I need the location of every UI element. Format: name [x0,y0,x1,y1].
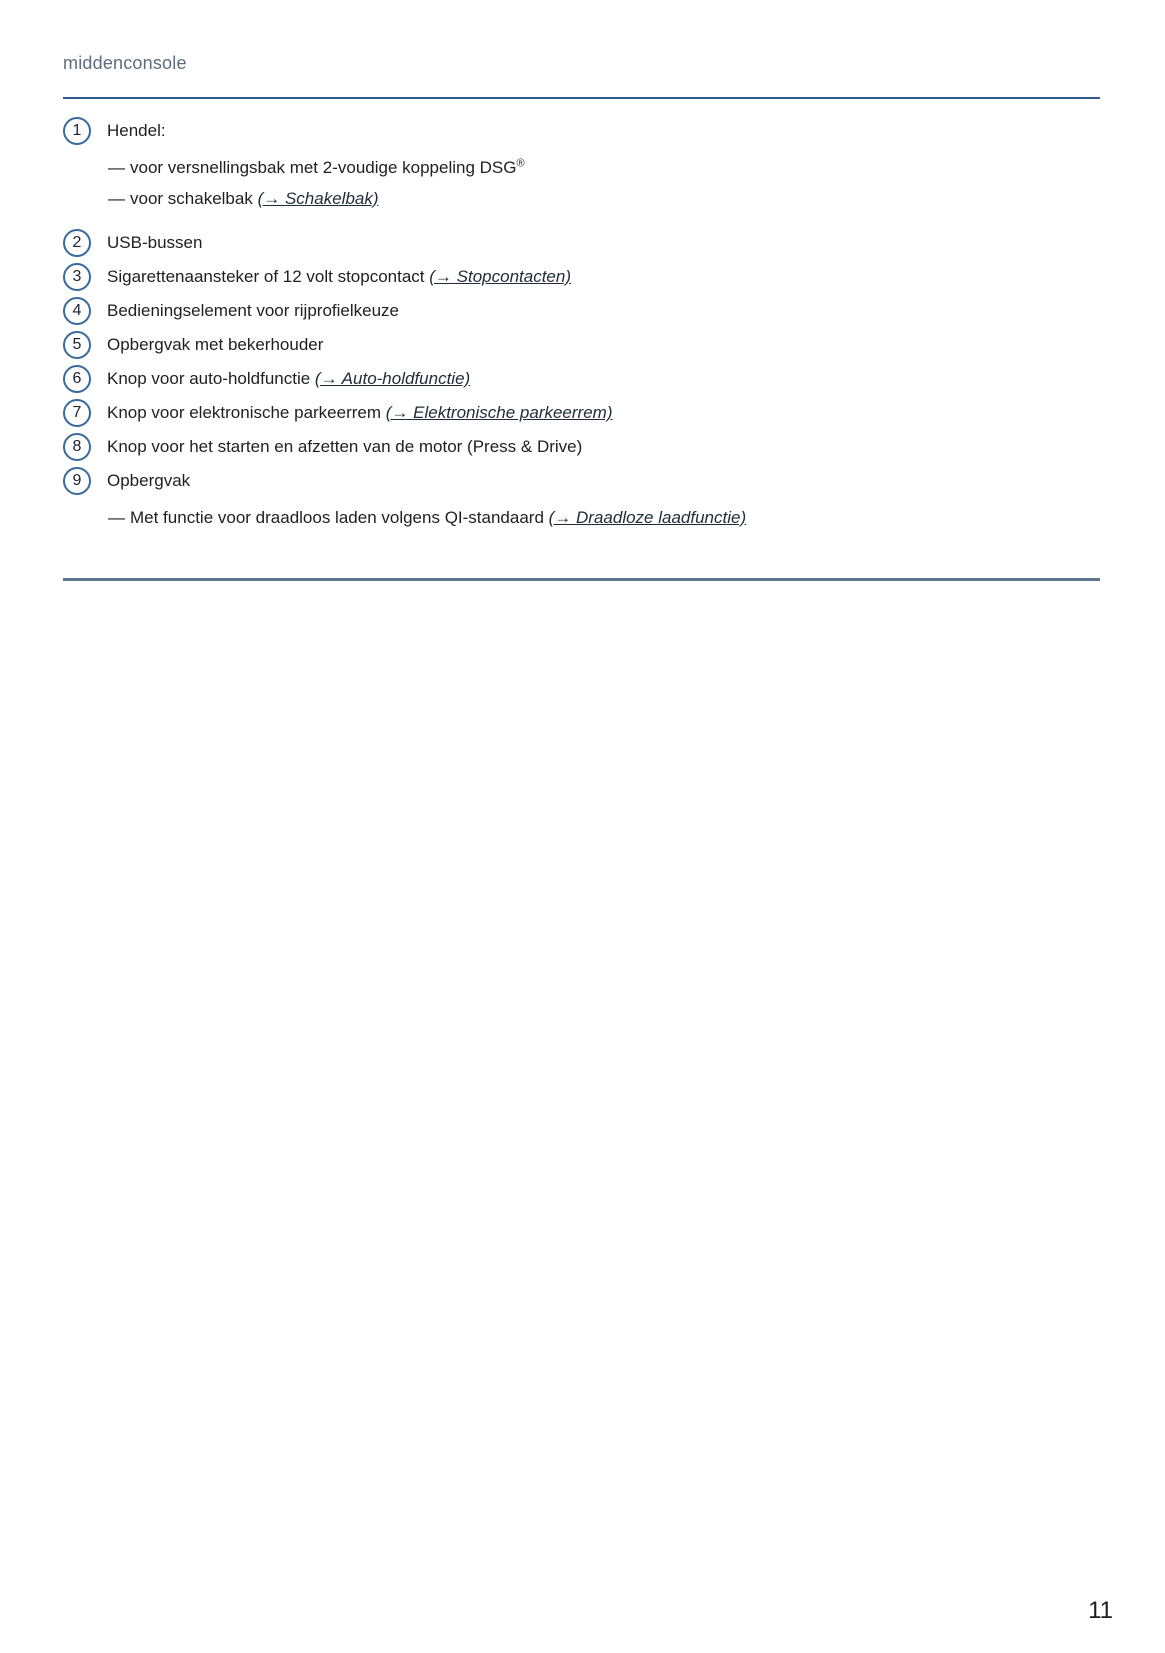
item-text [107,267,571,287]
item-number-badge: 6 [63,365,91,393]
item-text-segment: Opbergvak [107,471,191,490]
item-number-badge: 5 [63,331,91,359]
top-divider [63,97,1100,99]
item-number-badge: 4 [63,297,91,325]
legend-subitem [63,183,1105,214]
item-text-segment: Sigarettenaansteker of 12 volt stopcontact [107,267,430,286]
item-text-segment: Met functie voor draadloos laden volgens QI-standaard [130,507,549,527]
legend-item [63,396,1105,430]
item-text [107,233,202,253]
item-number-badge: 3 [63,263,91,291]
item-number-badge: 8 [63,433,91,461]
item-text-segment: voor versnellingsbak met 2-voudige koppeling DSG [130,157,517,177]
dash-bullet: — [108,507,125,527]
item-text-segment: Opbergvak met bekerhouder [107,335,324,354]
dash-bullet: — [108,157,125,177]
bottom-divider [63,578,1100,581]
legend-subitem [63,152,1105,183]
item-text [107,403,613,423]
registered-trademark-symbol: ® [516,156,525,169]
legend-item [63,328,1105,362]
item-text [107,471,190,491]
item-text [107,335,323,355]
item-number-badge: 2 [63,229,91,257]
item-text [107,301,399,321]
subitem-text [130,189,379,209]
cross-reference-link[interactable]: (→ Auto-holdfunctie) [314,369,471,388]
item-text-segment: voor schakelbak [130,188,258,208]
cross-reference-link[interactable]: (→ Schakelbak) [257,188,379,208]
item-text-segment: USB-bussen [107,233,203,252]
legend-item [63,464,1105,498]
item-text [107,121,166,141]
legend-item [63,114,1105,148]
legend-list [63,114,1105,533]
cross-reference-link[interactable]: (→ Draadloze laadfunctie) [548,507,747,527]
subitem-text [130,508,746,528]
legend-item [63,362,1105,396]
subitem-text [130,158,525,178]
item-number-badge: 1 [63,117,91,145]
item-text-segment: Hendel: [107,121,166,140]
legend-item [63,294,1105,328]
item-text [107,437,582,457]
section-header: middenconsole [63,53,187,73]
item-text-segment: Knop voor het starten en afzetten van de motor (Press & Drive) [107,437,583,456]
legend-subitem [63,502,1105,533]
item-text-segment: Bedieningselement voor rijprofielkeuze [107,301,399,320]
item-text [107,369,470,389]
item-number-badge: 7 [63,399,91,427]
item-text-segment: Knop voor elektronische parkeerrem [107,403,386,422]
cross-reference-link[interactable]: (→ Elektronische parkeerrem) [385,403,613,422]
dash-bullet: — [108,188,125,208]
item-number-badge: 9 [63,467,91,495]
legend-item [63,226,1105,260]
page-number: 11 [1088,1597,1113,1624]
legend-item [63,260,1105,294]
item-text-segment: Knop voor auto-holdfunctie [107,369,315,388]
cross-reference-link[interactable]: (→ Stopcontacten) [429,267,572,286]
legend-item [63,430,1105,464]
